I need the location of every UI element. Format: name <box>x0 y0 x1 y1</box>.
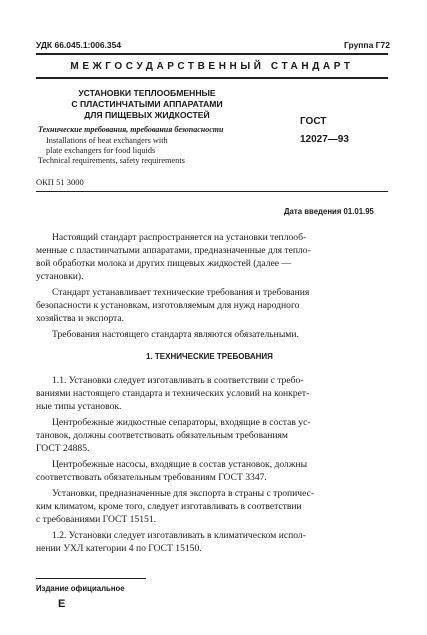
title-line-3: ДЛЯ ПИЩЕВЫХ ЖИДКОСТЕЙ <box>84 110 210 120</box>
s1-p3-l1: Центробежные насосы, входящие в состав установок, должны <box>52 459 308 470</box>
effective-date: Дата введения 01.01.95 <box>284 207 374 216</box>
s1-p5-l1: 1.2. Установки следует изготавливать в климатическом испол- <box>52 530 306 541</box>
subtitle-en-3: Technical requirements, safety requirements <box>38 156 185 165</box>
gost-label: ГОСТ <box>300 116 327 127</box>
subtitle-en-1: Installations of heat exchangers with <box>46 136 168 145</box>
s1-p4-l3: с требованиями ГОСТ 15151. <box>36 514 157 525</box>
s1-p4-l1: Установки, предназначенные для экспорта в страны с тропичес- <box>52 488 315 499</box>
intro-p2-l3: хозяйства и экспорта. <box>36 313 124 324</box>
gost-number: 12027—93 <box>300 134 349 145</box>
edition-mark: E <box>58 598 66 610</box>
intro-p1-l4: установки). <box>36 271 84 282</box>
title-line-1: УСТАНОВКИ ТЕПЛООБМЕННЫЕ <box>78 88 216 98</box>
s1-p1-l3: ные типы установок. <box>36 401 122 412</box>
title-rule <box>36 191 388 192</box>
s1-p2-l2: тановок, должны соответствовать обязательным требованиям <box>36 430 288 441</box>
udk-code: УДК 66.045.1:006.354 <box>36 40 122 50</box>
intro-p3-l1: Требования настоящего стандарта являются обязательными. <box>52 329 299 340</box>
s1-p3-l2: соответствовать обязательным требованиям ГОСТ 3347. <box>36 472 267 483</box>
okp-code: ОКП 51 3000 <box>36 177 84 187</box>
header-rule-top <box>36 53 388 55</box>
s1-p5-l2: нении УХЛ категории 4 по ГОСТ 15150. <box>36 543 202 554</box>
s1-p2-l1: Центробежные жидкостные сепараторы, входящие в состав ус- <box>52 417 311 428</box>
s1-p1-l1: 1.1. Установки следует изготавливать в соответствии с требо- <box>52 375 304 386</box>
standard-banner: МЕЖГОСУДАРСТВЕННЫЙ СТАНДАРТ <box>70 61 354 72</box>
subtitle-ru: Технические требования, требования безопасности <box>38 125 224 134</box>
title-line-2: С ПЛАСТИНЧАТЫМИ АППАРАТАМИ <box>71 99 223 109</box>
intro-p2-l1: Стандарт устанавливает технические требования и требования <box>52 287 310 298</box>
group-code: Группа Г72 <box>344 40 390 50</box>
intro-p1-l1: Настоящий стандарт распространяется на установки теплооб- <box>52 232 307 243</box>
footer-rule <box>36 578 146 579</box>
intro-p1-l3: вой обработки молока и других пищевых жидкостей (далее — <box>36 258 292 269</box>
subtitle-en-2: plate exchangers for food liquids <box>46 146 156 155</box>
header-rule-bottom <box>36 77 388 79</box>
intro-p1-l2: менные с пластинчатыми аппаратами, предназначенные для тепло- <box>36 245 311 256</box>
intro-p2-l2: безопасности к установкам, изготовляемым для нужд народного <box>36 300 300 311</box>
official-edition: Издание официальное <box>36 584 125 593</box>
section-title: 1. ТЕХНИЧЕСКИЕ ТРЕБОВАНИЯ <box>146 352 273 361</box>
s1-p2-l3: ГОСТ 24885. <box>36 443 90 454</box>
s1-p1-l2: ваниями настоящего стандарта и технических условий на конкрет- <box>36 388 310 399</box>
s1-p4-l2: ким климатом, кроме того, следует изготавливать в соответствии <box>36 501 302 512</box>
